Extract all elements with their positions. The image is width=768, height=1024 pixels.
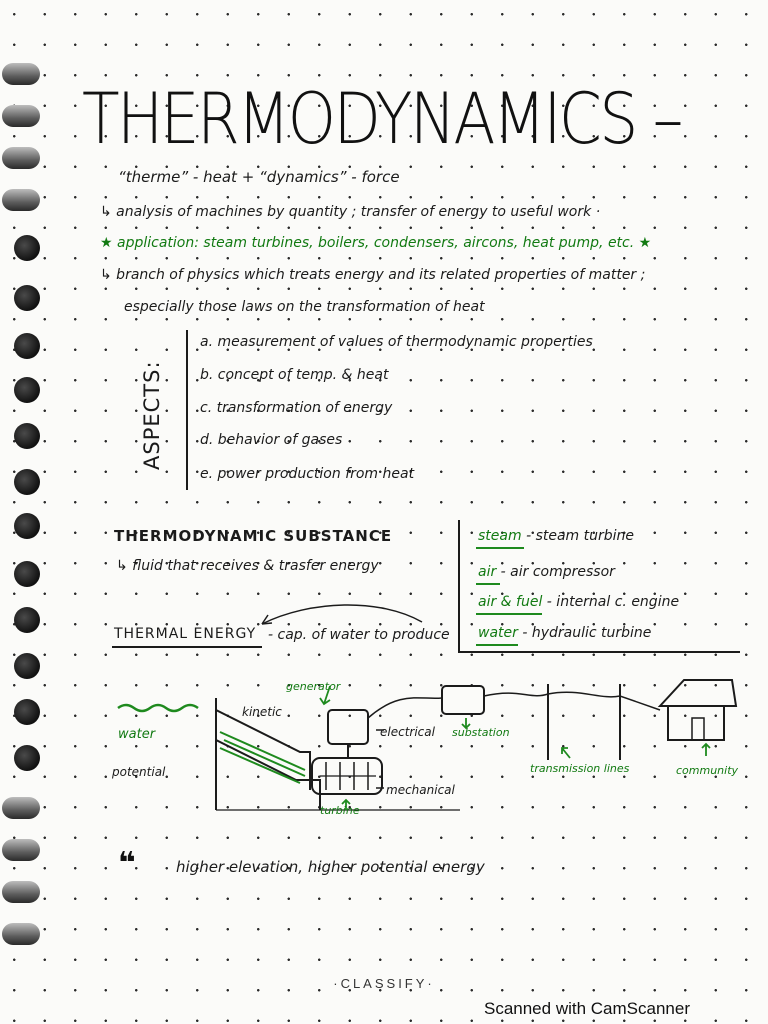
scanner-watermark: Scanned with CamScanner xyxy=(483,999,690,1018)
potential-label: potential xyxy=(112,765,166,779)
substance-definition: ↳ fluid that receives & trasfer energy xyxy=(116,558,379,574)
binding-ring xyxy=(2,105,40,127)
page-title: THERMODYNAMICS – xyxy=(82,78,681,160)
house-door xyxy=(692,718,704,740)
green-underline xyxy=(476,613,542,615)
turbine-label: turbine xyxy=(320,804,360,817)
etymology-line: “therme” - heat + “dynamics” - force xyxy=(118,168,400,186)
aspect-item-b: b. concept of temp. & heat xyxy=(200,367,389,383)
analysis-line: ↳ analysis of machines by quantity ; transfer of energy to useful work · xyxy=(100,204,601,220)
brand-footer: ·CLASSIFY· xyxy=(333,976,435,991)
thermal-underline xyxy=(112,646,262,648)
quote-text: higher elevation, higher potential energy xyxy=(176,858,485,876)
binding-hole xyxy=(14,561,40,587)
green-underline xyxy=(476,547,524,549)
substance-example xyxy=(478,625,651,641)
aspect-item-a: a. measurement of values of thermodynamic properties xyxy=(200,334,593,350)
example-key: air xyxy=(478,564,497,580)
transmission-label: transmission lines xyxy=(530,762,630,775)
binding-hole xyxy=(14,423,40,449)
power-wire xyxy=(368,698,442,718)
kinetic-label: kinetic xyxy=(242,705,282,719)
house-roof xyxy=(660,680,736,706)
substation-label: substation xyxy=(452,726,510,739)
house-body xyxy=(668,706,724,740)
branch-line: ↳ branch of physics which treats energy and its related properties of matter ; xyxy=(100,267,646,283)
binding-hole xyxy=(14,235,40,261)
binding-ring xyxy=(2,881,40,903)
green-underline xyxy=(476,583,500,585)
example-key: air & fuel xyxy=(478,594,543,610)
generator-label: generator xyxy=(286,680,341,693)
water-label: water xyxy=(118,727,156,742)
substance-example xyxy=(478,594,679,610)
aspects-bracket xyxy=(186,330,188,490)
transmission-wire xyxy=(484,692,660,710)
substance-heading: THERMODYNAMIC SUBSTANCE xyxy=(114,527,393,545)
substance-example xyxy=(478,564,615,580)
water-wave xyxy=(118,705,198,711)
thermal-definition: - cap. of water to produce xyxy=(268,627,450,643)
binding-hole xyxy=(14,745,40,771)
flow-line xyxy=(220,748,300,783)
substation-box xyxy=(442,686,484,714)
green-underline xyxy=(476,644,518,646)
example-rest: - internal c. engine xyxy=(542,594,680,610)
mechanical-label: mechanical xyxy=(386,783,455,797)
example-rest: - hydraulic turbine xyxy=(517,625,652,641)
example-rest: - air compressor xyxy=(496,564,615,580)
thermal-heading: THERMAL ENERGY xyxy=(114,626,257,642)
binding-hole xyxy=(14,513,40,539)
binding-hole xyxy=(14,285,40,311)
binding-ring xyxy=(2,147,40,169)
dam-face xyxy=(216,710,310,790)
binding-hole xyxy=(14,699,40,725)
application-line: ★ application: steam turbines, boilers, condensers, aircons, heat pump, etc. ★ xyxy=(100,235,652,251)
generator-box xyxy=(328,710,368,744)
aspect-item-d: d. behavior of gases xyxy=(200,432,343,448)
example-key: water xyxy=(478,625,518,641)
example-key: steam xyxy=(478,528,522,544)
substance-bottom-rule xyxy=(458,651,740,653)
hydro-diagram xyxy=(100,670,750,830)
binding-hole xyxy=(14,653,40,679)
especially-line: especially those laws on the transformation of heat xyxy=(124,299,485,315)
binding-hole xyxy=(14,607,40,633)
binding-hole xyxy=(14,377,40,403)
substance-divider xyxy=(458,520,460,652)
binding-ring xyxy=(2,797,40,819)
binding-ring xyxy=(2,839,40,861)
spiral-binding xyxy=(0,55,46,975)
binding-ring xyxy=(2,63,40,85)
binding-ring xyxy=(2,189,40,211)
thermal-curve-arrow xyxy=(250,598,430,632)
aspects-label: ASPECTS: xyxy=(140,360,164,470)
binding-hole xyxy=(14,333,40,359)
electrical-label: electrical xyxy=(380,725,435,739)
binding-hole xyxy=(14,469,40,495)
aspect-item-c: c. transformation of energy xyxy=(200,400,393,416)
community-label: community xyxy=(676,764,739,777)
substance-example xyxy=(478,528,634,544)
example-rest: - steam turbine xyxy=(521,528,635,544)
binding-ring xyxy=(2,923,40,945)
flow-line xyxy=(224,740,305,776)
aspect-item-e: e. power production from heat xyxy=(200,466,415,482)
quote-mark: ❝ xyxy=(118,846,136,881)
